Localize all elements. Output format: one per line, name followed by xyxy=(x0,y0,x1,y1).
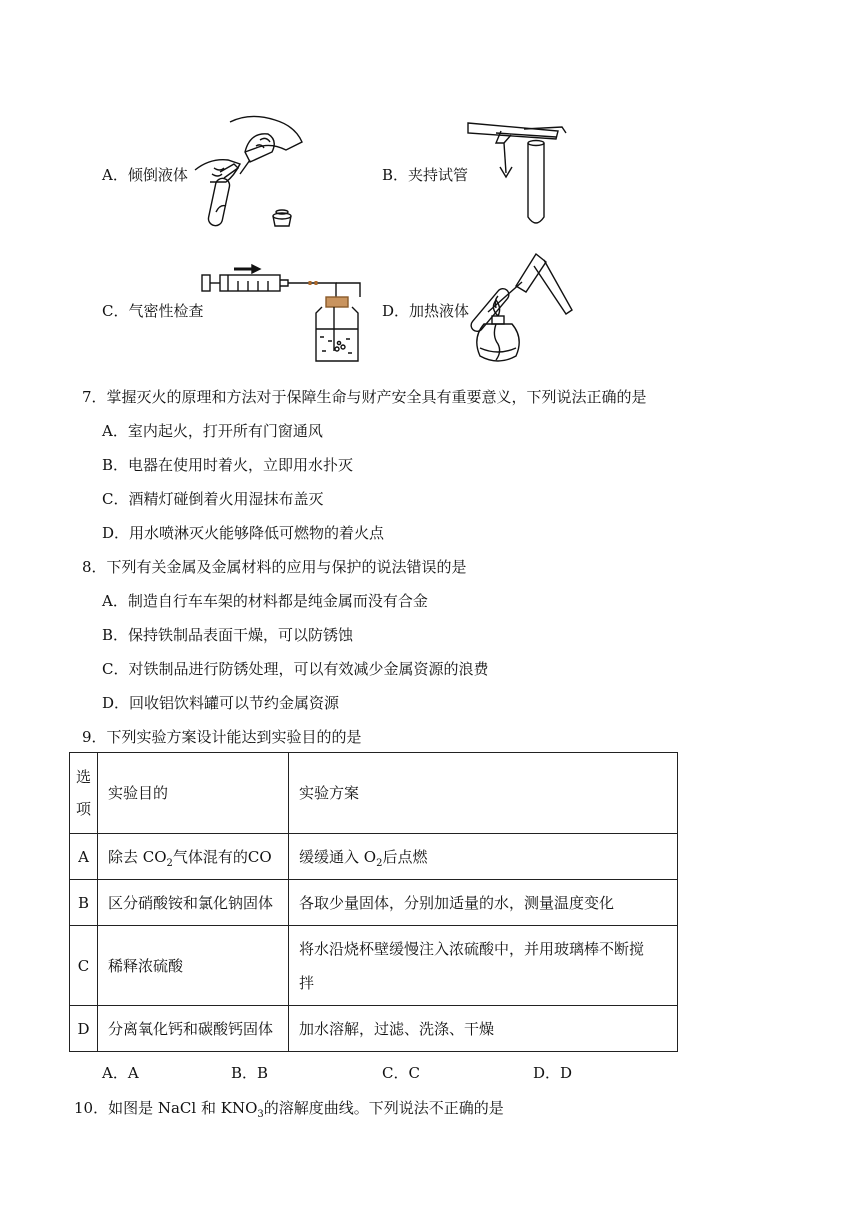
q9-answer-a[interactable]: A．A xyxy=(102,1064,139,1082)
option-text: 加热液体 xyxy=(409,302,470,320)
row-option: B xyxy=(70,880,98,926)
q6-option-d[interactable] xyxy=(382,300,469,321)
q6-option-c[interactable] xyxy=(102,300,204,321)
q8-choice-c[interactable]: C．对铁制品进行防锈处理，可以有效减少金属资源的浪费 xyxy=(102,660,489,678)
table-header-plan: 实验方案 xyxy=(289,753,678,834)
pouring-liquid-illustration xyxy=(190,112,310,232)
q8-choice-d[interactable]: D．回收铝饮料罐可以节约金属资源 xyxy=(102,694,340,712)
option-letter: C． xyxy=(102,302,129,320)
option-letter: D． xyxy=(382,302,410,320)
row-plan: 加水溶解，过滤、洗涤、干燥 xyxy=(289,1006,678,1052)
table-row xyxy=(70,1006,678,1052)
row-plan: 缓缓通入 $O_2$后点燃 xyxy=(289,834,678,880)
row-option: D xyxy=(70,1006,98,1052)
row-goal: 除去 $CO_2$气体混有的CO xyxy=(98,834,289,880)
q9-answer-d[interactable]: D．D xyxy=(533,1064,573,1082)
q7-choice-c[interactable]: C．酒精灯碰倒着火用湿抹布盖灭 xyxy=(102,490,324,508)
q9-stem: 9．下列实验方案设计能达到实验目的的是 xyxy=(82,728,362,746)
table-row xyxy=(70,926,678,1006)
table-header-option: 选 项 xyxy=(70,753,98,834)
row-option: A xyxy=(70,834,98,880)
q8-stem: 8．下列有关金属及金属材料的应用与保护的说法错误的是 xyxy=(82,558,467,576)
q10-stem: 10．如图是 NaCl 和 $KNO_3$的溶解度曲线。下列说法不正确的是 xyxy=(74,1099,504,1120)
q8-choice-b[interactable]: B．保持铁制品表面干燥，可以防锈蚀 xyxy=(102,626,354,644)
row-option: C xyxy=(70,926,98,1006)
row-plan: 各取少量固体，分别加适量的水，测量温度变化 xyxy=(289,880,678,926)
row-goal: 区分硝酸铵和氯化钠固体 xyxy=(98,880,289,926)
q8-choice-a[interactable]: A．制造自行车车架的材料都是纯金属而没有合金 xyxy=(102,592,428,610)
option-text: 倾倒液体 xyxy=(127,166,188,184)
table-header-row xyxy=(70,753,678,834)
q7-choice-a[interactable]: A．室内起火，打开所有门窗通风 xyxy=(102,422,323,440)
experiment-table xyxy=(69,752,678,1052)
q9-answer-b[interactable]: B．B xyxy=(231,1064,269,1082)
heating-liquid-illustration xyxy=(466,252,586,372)
table-row xyxy=(70,880,678,926)
q7-stem: 7．掌握灭火的原理和方法对于保障生命与财产安全具有重要意义，下列说法正确的是 xyxy=(82,388,647,406)
option-letter: B． xyxy=(382,166,409,184)
q6-option-b[interactable] xyxy=(382,164,468,185)
row-plan: 将水沿烧杯壁缓慢注入浓硫酸中，并用玻璃棒不断搅 拌 xyxy=(289,926,678,1006)
table-header-goal: 实验目的 xyxy=(98,753,289,834)
q7-choice-d[interactable]: D．用水喷淋灭火能够降低可燃物的着火点 xyxy=(102,524,385,542)
q9-answer-c[interactable]: C．C xyxy=(382,1064,420,1082)
test-tube-holder-illustration xyxy=(466,121,576,226)
option-text: 气密性检查 xyxy=(128,302,204,320)
table-row xyxy=(70,834,678,880)
row-goal: 稀释浓硫酸 xyxy=(98,926,289,1006)
q6-option-a[interactable] xyxy=(102,164,188,185)
option-text: 夹持试管 xyxy=(408,166,469,184)
airtightness-check-illustration xyxy=(198,267,368,367)
row-goal: 分离氧化钙和碳酸钙固体 xyxy=(98,1006,289,1052)
option-letter: A． xyxy=(102,166,128,184)
q7-choice-b[interactable]: B．电器在使用时着火，立即用水扑灭 xyxy=(102,456,354,474)
